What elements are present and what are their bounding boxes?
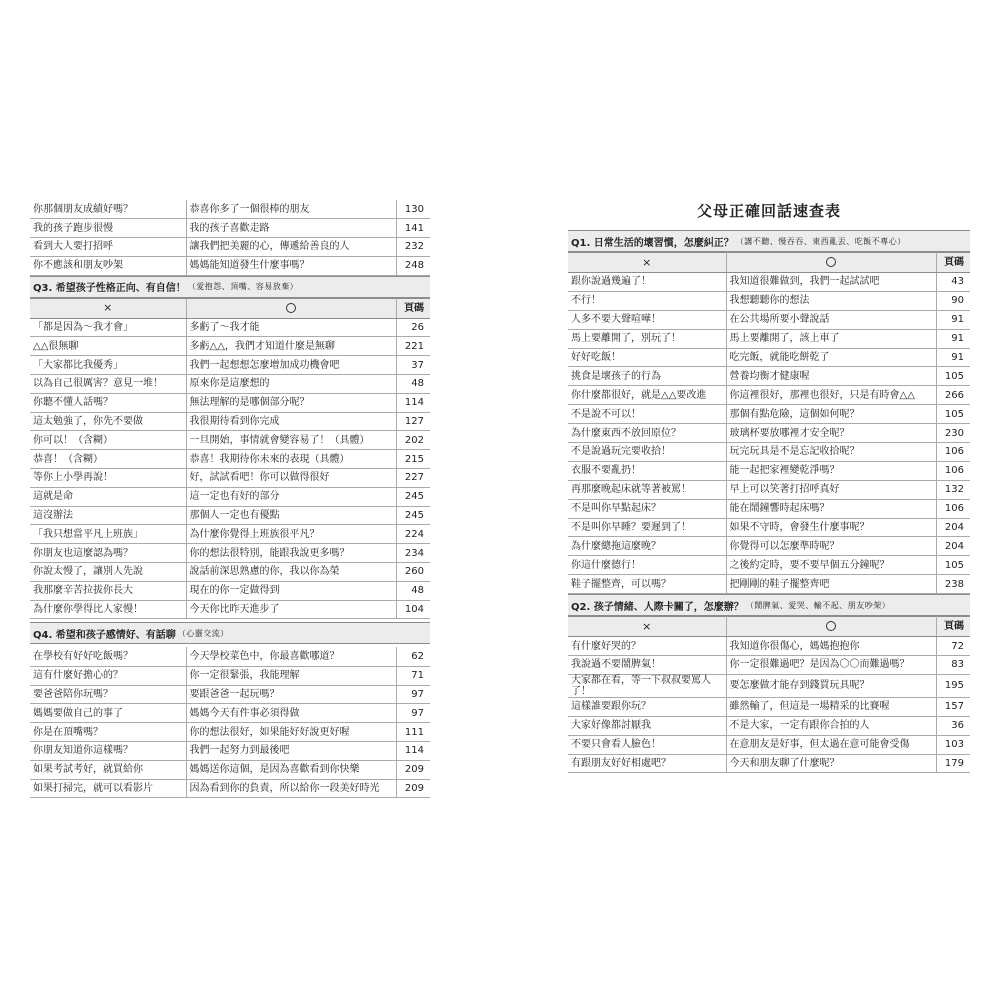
wrong-phrase: 不是叫你早點起床？ xyxy=(568,499,726,518)
table-row xyxy=(568,716,970,735)
page-number: 103 xyxy=(936,735,970,754)
right-phrase: 能一起把家裡變乾淨嗎？ xyxy=(726,461,936,480)
page-number: 91 xyxy=(936,310,970,329)
wrong-phrase: 如果考試考好，就買給你 xyxy=(30,760,186,779)
right-phrase: 能在鬧鐘響時起床嗎？ xyxy=(726,499,936,518)
right-phrase: 要怎麼做才能存到錢買玩具呢？ xyxy=(726,674,936,697)
table-row xyxy=(568,291,970,310)
right-phrase: 我們一起努力到最後吧 xyxy=(186,741,396,760)
cross-icon: × xyxy=(642,255,652,269)
page-number: 209 xyxy=(396,779,430,798)
section-q1-title: Q1. 日常生活的壞習慣，怎麼糾正？ xyxy=(571,237,734,249)
section-q3-heading xyxy=(30,276,430,298)
page-number: 234 xyxy=(396,544,430,563)
page-number: 141 xyxy=(396,219,430,238)
page-number: 72 xyxy=(936,637,970,656)
right-phrase: 我知道很難做到，我們一起試試吧 xyxy=(726,273,936,292)
wrong-phrase: △△很無聊 xyxy=(30,337,186,356)
right-phrase: 要跟爸爸一起玩嗎？ xyxy=(186,685,396,704)
table-row xyxy=(30,544,430,563)
table-row xyxy=(568,537,970,556)
table-row xyxy=(568,518,970,537)
left-top-table xyxy=(30,200,430,276)
wrong-phrase: 有什麼好哭的？ xyxy=(568,637,726,656)
section-q2-title: Q2. 孩子情緒、人際卡關了，怎麼辦？ xyxy=(571,601,744,613)
wrong-phrase: 你朋友也這麼認為嗎？ xyxy=(30,544,186,563)
section-q4-title: Q4. 希望和孩子感情好、有話聊 xyxy=(33,629,176,641)
right-phrase: 今天學校菜色中，你最喜歡哪道？ xyxy=(186,647,396,666)
wrong-phrase: 為什麼東西不放回原位？ xyxy=(568,424,726,443)
table-row xyxy=(30,525,430,544)
right-phrase: 那個有點危險，這個如何呢？ xyxy=(726,405,936,424)
wrong-phrase: 你是在頂嘴嗎？ xyxy=(30,723,186,742)
right-phrase: 說話前深思熟慮的你，我以你為榮 xyxy=(186,563,396,582)
wrong-phrase: 我的孩子跑步很慢 xyxy=(30,219,186,238)
section-q3-title: Q3. 希望孩子性格正向、有自信！ xyxy=(33,283,186,295)
page-number: 111 xyxy=(396,723,430,742)
page-number: 106 xyxy=(936,461,970,480)
right-phrase: 營養均衡才健康喔 xyxy=(726,367,936,386)
wrong-phrase: 不是叫你早睡？要遲到了！ xyxy=(568,518,726,537)
section-q4-heading xyxy=(30,622,430,644)
table-row xyxy=(30,779,430,798)
table-row xyxy=(30,581,430,600)
wrong-phrase: 大家都在看，等一下叔叔要罵人了！ xyxy=(568,674,726,697)
page-number: 245 xyxy=(396,506,430,525)
wrong-phrase: 你說太慢了，讓別人先說 xyxy=(30,563,186,582)
page-column-header: 頁碼 xyxy=(936,253,970,273)
wrong-phrase: 不要只會看人臉色！ xyxy=(568,735,726,754)
table-row xyxy=(30,318,430,337)
right-phrase: 那個人一定也有優點 xyxy=(186,506,396,525)
q1-table xyxy=(568,252,970,594)
right-phrase: 一旦開始，事情就會變容易了！（具體） xyxy=(186,431,396,450)
page-number: 48 xyxy=(396,375,430,394)
table-row xyxy=(568,367,970,386)
page-number: 157 xyxy=(936,697,970,716)
cross-icon: × xyxy=(642,619,652,633)
wrong-column-header xyxy=(568,253,726,273)
table-row xyxy=(568,386,970,405)
page-number: 114 xyxy=(396,393,430,412)
wrong-phrase: 你朋友知道你這樣嗎？ xyxy=(30,741,186,760)
page-column-header: 頁碼 xyxy=(936,617,970,637)
right-phrase: 你的想法很好，如果能好好說更好喔 xyxy=(186,723,396,742)
section-q1-heading xyxy=(568,230,970,252)
table-row xyxy=(568,754,970,773)
right-phrase: 多虧△△，我們才知道什麼是無聊 xyxy=(186,337,396,356)
right-phrase: 你一定很緊張，我能理解 xyxy=(186,666,396,685)
page-number: 97 xyxy=(396,704,430,723)
page-number: 221 xyxy=(396,337,430,356)
wrong-phrase: 這沒辦法 xyxy=(30,506,186,525)
q2-table xyxy=(568,616,970,773)
table-row xyxy=(30,450,430,469)
page-number: 104 xyxy=(396,600,430,619)
right-phrase: 媽媽送你這個，是因為喜歡看到你快樂 xyxy=(186,760,396,779)
table-row xyxy=(30,256,430,275)
page-number: 71 xyxy=(396,666,430,685)
circle-icon xyxy=(826,257,836,267)
table-row xyxy=(30,219,430,238)
right-phrase: 如果不守時，會發生什麼事呢？ xyxy=(726,518,936,537)
right-column-header xyxy=(726,617,936,637)
table-row xyxy=(30,666,430,685)
wrong-phrase: 挑食是壞孩子的行為 xyxy=(568,367,726,386)
right-column-header xyxy=(186,298,396,318)
q4-table xyxy=(30,647,430,798)
right-phrase: 這一定也有好的部分 xyxy=(186,487,396,506)
wrong-phrase: 「大家都比我優秀」 xyxy=(30,356,186,375)
table-row xyxy=(30,760,430,779)
wrong-phrase: 看到大人要打招呼 xyxy=(30,238,186,257)
table-row xyxy=(30,647,430,666)
table-row xyxy=(568,461,970,480)
table-row xyxy=(568,480,970,499)
wrong-column-header xyxy=(30,298,186,318)
right-phrase: 之後約定時，要不要早個五分鐘呢？ xyxy=(726,556,936,575)
section-q2-heading xyxy=(568,594,970,616)
table-row xyxy=(568,735,970,754)
right-phrase: 媽媽能知道發生什麼事嗎？ xyxy=(186,256,396,275)
page-number: 260 xyxy=(396,563,430,582)
page-number: 91 xyxy=(936,348,970,367)
right-phrase: 馬上要離開了，該上車了 xyxy=(726,329,936,348)
right-phrase: 我很期待看到你完成 xyxy=(186,412,396,431)
right-phrase: 今天你比昨天進步了 xyxy=(186,600,396,619)
wrong-phrase: 媽媽要做自己的事了 xyxy=(30,704,186,723)
table-row xyxy=(568,405,970,424)
right-phrase: 玻璃杯要放哪裡才安全呢？ xyxy=(726,424,936,443)
page-number: 105 xyxy=(936,367,970,386)
right-phrase: 原來你是這麼想的 xyxy=(186,375,396,394)
right-phrase: 為什麼你覺得上班族很平凡？ xyxy=(186,525,396,544)
right-phrase: 我們一起想想怎麼增加成功機會吧 xyxy=(186,356,396,375)
wrong-phrase: 為什麼你學得比人家慢！ xyxy=(30,600,186,619)
page-number: 232 xyxy=(396,238,430,257)
page-number: 62 xyxy=(396,647,430,666)
circle-icon xyxy=(286,303,296,313)
page-number: 179 xyxy=(936,754,970,773)
wrong-phrase: 你這什麼德行！ xyxy=(568,556,726,575)
wrong-phrase: 有跟朋友好好相處吧？ xyxy=(568,754,726,773)
right-phrase: 你的想法很特別，能跟我說更多嗎？ xyxy=(186,544,396,563)
table-header-row xyxy=(568,253,970,273)
table-row xyxy=(30,337,430,356)
table-row xyxy=(568,273,970,292)
right-phrase: 好，試試看吧！你可以做得很好 xyxy=(186,469,396,488)
table-row xyxy=(568,329,970,348)
wrong-phrase: 鞋子擺整齊，可以嗎？ xyxy=(568,575,726,594)
wrong-phrase: 以為自己很厲害？意見一堆！ xyxy=(30,375,186,394)
right-phrase: 今天和朋友聊了什麼呢？ xyxy=(726,754,936,773)
right-phrase: 我知道你很傷心，媽媽抱抱你 xyxy=(726,637,936,656)
table-row xyxy=(30,600,430,619)
right-phrase: 不是大家，一定有跟你合拍的人 xyxy=(726,716,936,735)
table-row xyxy=(30,431,430,450)
wrong-phrase: 你聽不懂人話嗎？ xyxy=(30,393,186,412)
page-number: 114 xyxy=(396,741,430,760)
section-q1-subtitle: （講不聽、慢吞吞、東西亂丟、吃飯不專心） xyxy=(735,236,906,246)
wrong-phrase: 在學校有好好吃飯嗎？ xyxy=(30,647,186,666)
table-row xyxy=(30,412,430,431)
page-number: 204 xyxy=(936,518,970,537)
right-phrase: 因為看到你的負責，所以給你一段美好時光 xyxy=(186,779,396,798)
page-number: 37 xyxy=(396,356,430,375)
wrong-phrase: 這有什麼好擔心的？ xyxy=(30,666,186,685)
table-row xyxy=(30,506,430,525)
wrong-phrase: 不行！ xyxy=(568,291,726,310)
wrong-phrase: 這樣誰要跟你玩？ xyxy=(568,697,726,716)
wrong-phrase: 跟你說過幾遍了！ xyxy=(568,273,726,292)
right-phrase: 雖然輸了，但這是一場精采的比賽喔 xyxy=(726,697,936,716)
wrong-phrase: 「我只想當平凡上班族」 xyxy=(30,525,186,544)
wrong-phrase: 大家好像都討厭我 xyxy=(568,716,726,735)
right-phrase: 媽媽今天有件事必須得做 xyxy=(186,704,396,723)
right-phrase: 現在的你一定做得到 xyxy=(186,581,396,600)
section-q2-subtitle: （鬧脾氣、愛哭、輸不起、朋友吵架） xyxy=(745,600,891,610)
page-number: 132 xyxy=(936,480,970,499)
wrong-phrase: 我那麼辛苦拉拔你長大 xyxy=(30,581,186,600)
wrong-phrase: 你那個朋友成績好嗎？ xyxy=(30,200,186,219)
page-number: 91 xyxy=(936,329,970,348)
table-row xyxy=(568,556,970,575)
wrong-phrase: 馬上要離開了，別玩了！ xyxy=(568,329,726,348)
table-row xyxy=(30,356,430,375)
q3-table xyxy=(30,298,430,620)
right-column-header xyxy=(726,253,936,273)
right-phrase: 你一定很難過吧？是因為〇〇而難過嗎？ xyxy=(726,656,936,675)
page-number: 266 xyxy=(936,386,970,405)
table-row xyxy=(568,310,970,329)
wrong-phrase: 為什麼總拖這麼晚？ xyxy=(568,537,726,556)
right-phrase: 無法理解的是哪個部分呢？ xyxy=(186,393,396,412)
page-number: 204 xyxy=(936,537,970,556)
left-page xyxy=(30,200,430,798)
table-row xyxy=(30,704,430,723)
table-row xyxy=(568,656,970,675)
right-phrase: 吃完飯，就能吃餅乾了 xyxy=(726,348,936,367)
wrong-phrase: 這就是命 xyxy=(30,487,186,506)
table-row xyxy=(30,563,430,582)
right-phrase: 你這裡很好，那裡也很好，只是有時會△△ xyxy=(726,386,936,405)
page-number: 248 xyxy=(396,256,430,275)
wrong-phrase: 如果打掃完，就可以看影片 xyxy=(30,779,186,798)
table-row xyxy=(568,443,970,462)
table-row xyxy=(30,200,430,219)
page-number: 97 xyxy=(396,685,430,704)
page-number: 48 xyxy=(396,581,430,600)
page-number: 227 xyxy=(396,469,430,488)
right-phrase: 恭喜！我期待你未來的表現（具體） xyxy=(186,450,396,469)
table-row xyxy=(30,487,430,506)
page-number: 195 xyxy=(936,674,970,697)
right-phrase: 我想聽聽你的想法 xyxy=(726,291,936,310)
page-number: 43 xyxy=(936,273,970,292)
table-row xyxy=(568,424,970,443)
page-column-header: 頁碼 xyxy=(396,298,430,318)
page-number: 245 xyxy=(396,487,430,506)
right-phrase: 早上可以笑著打招呼真好 xyxy=(726,480,936,499)
table-row xyxy=(568,575,970,594)
table-header-row xyxy=(568,617,970,637)
right-phrase: 在意朋友是好事，但太過在意可能會受傷 xyxy=(726,735,936,754)
page-number: 215 xyxy=(396,450,430,469)
wrong-phrase: 再那麼晚起床就等著被罵！ xyxy=(568,480,726,499)
table-row xyxy=(568,674,970,697)
page-number: 224 xyxy=(396,525,430,544)
table-row xyxy=(30,393,430,412)
page-number: 202 xyxy=(396,431,430,450)
wrong-phrase: 你不應該和朋友吵架 xyxy=(30,256,186,275)
wrong-phrase: 你可以！（含糊） xyxy=(30,431,186,450)
page-title: 父母正確回話速查表 xyxy=(696,202,841,220)
right-phrase: 把剛剛的鞋子擺整齊吧 xyxy=(726,575,936,594)
right-page xyxy=(568,200,970,773)
wrong-phrase: 這太勉強了，你先不要做 xyxy=(30,412,186,431)
wrong-phrase: 不是說不可以！ xyxy=(568,405,726,424)
wrong-phrase: 「都是因為～我才會」 xyxy=(30,318,186,337)
wrong-phrase: 等你上小學再說！ xyxy=(30,469,186,488)
section-q3-subtitle: （愛抱怨、頂嘴、容易放棄） xyxy=(187,282,299,292)
table-row xyxy=(30,685,430,704)
page-number: 36 xyxy=(936,716,970,735)
page-number: 127 xyxy=(396,412,430,431)
cross-icon: × xyxy=(103,301,113,315)
wrong-phrase: 好好吃飯！ xyxy=(568,348,726,367)
right-phrase: 我的孩子喜歡走路 xyxy=(186,219,396,238)
page-number: 238 xyxy=(936,575,970,594)
table-row xyxy=(568,637,970,656)
table-row xyxy=(568,348,970,367)
wrong-phrase: 衣服不要亂扔！ xyxy=(568,461,726,480)
right-phrase: 讓我們把美麗的心，傳遞給善良的人 xyxy=(186,238,396,257)
page-number: 209 xyxy=(396,760,430,779)
wrong-phrase: 恭喜！（含糊） xyxy=(30,450,186,469)
right-phrase: 你覺得可以怎麼準時呢？ xyxy=(726,537,936,556)
page-number: 26 xyxy=(396,318,430,337)
wrong-phrase: 人多不要大聲喧嘩！ xyxy=(568,310,726,329)
right-phrase: 多虧了～我才能 xyxy=(186,318,396,337)
page-number: 130 xyxy=(396,200,430,219)
page-number: 90 xyxy=(936,291,970,310)
table-row xyxy=(30,469,430,488)
wrong-phrase: 要爸爸陪你玩嗎？ xyxy=(30,685,186,704)
table-row xyxy=(30,375,430,394)
table-header-row xyxy=(30,298,430,318)
page-number: 106 xyxy=(936,443,970,462)
right-phrase: 在公共場所要小聲說話 xyxy=(726,310,936,329)
table-row xyxy=(568,697,970,716)
page-number: 230 xyxy=(936,424,970,443)
wrong-phrase: 不是說過玩完要收拾！ xyxy=(568,443,726,462)
right-phrase: 玩完玩具是不是忘記收拾呢？ xyxy=(726,443,936,462)
table-row xyxy=(30,238,430,257)
table-row xyxy=(568,499,970,518)
page-number: 106 xyxy=(936,499,970,518)
wrong-column-header xyxy=(568,617,726,637)
page-number: 105 xyxy=(936,556,970,575)
page-number: 83 xyxy=(936,656,970,675)
right-phrase: 恭喜你多了一個很棒的朋友 xyxy=(186,200,396,219)
table-row xyxy=(30,741,430,760)
circle-icon xyxy=(826,621,836,631)
wrong-phrase: 你什麼都很好，就是△△要改進 xyxy=(568,386,726,405)
table-row xyxy=(30,723,430,742)
section-q4-subtitle: （心靈交流） xyxy=(177,628,229,638)
page-number: 105 xyxy=(936,405,970,424)
wrong-phrase: 我說過不要鬧脾氣！ xyxy=(568,656,726,675)
